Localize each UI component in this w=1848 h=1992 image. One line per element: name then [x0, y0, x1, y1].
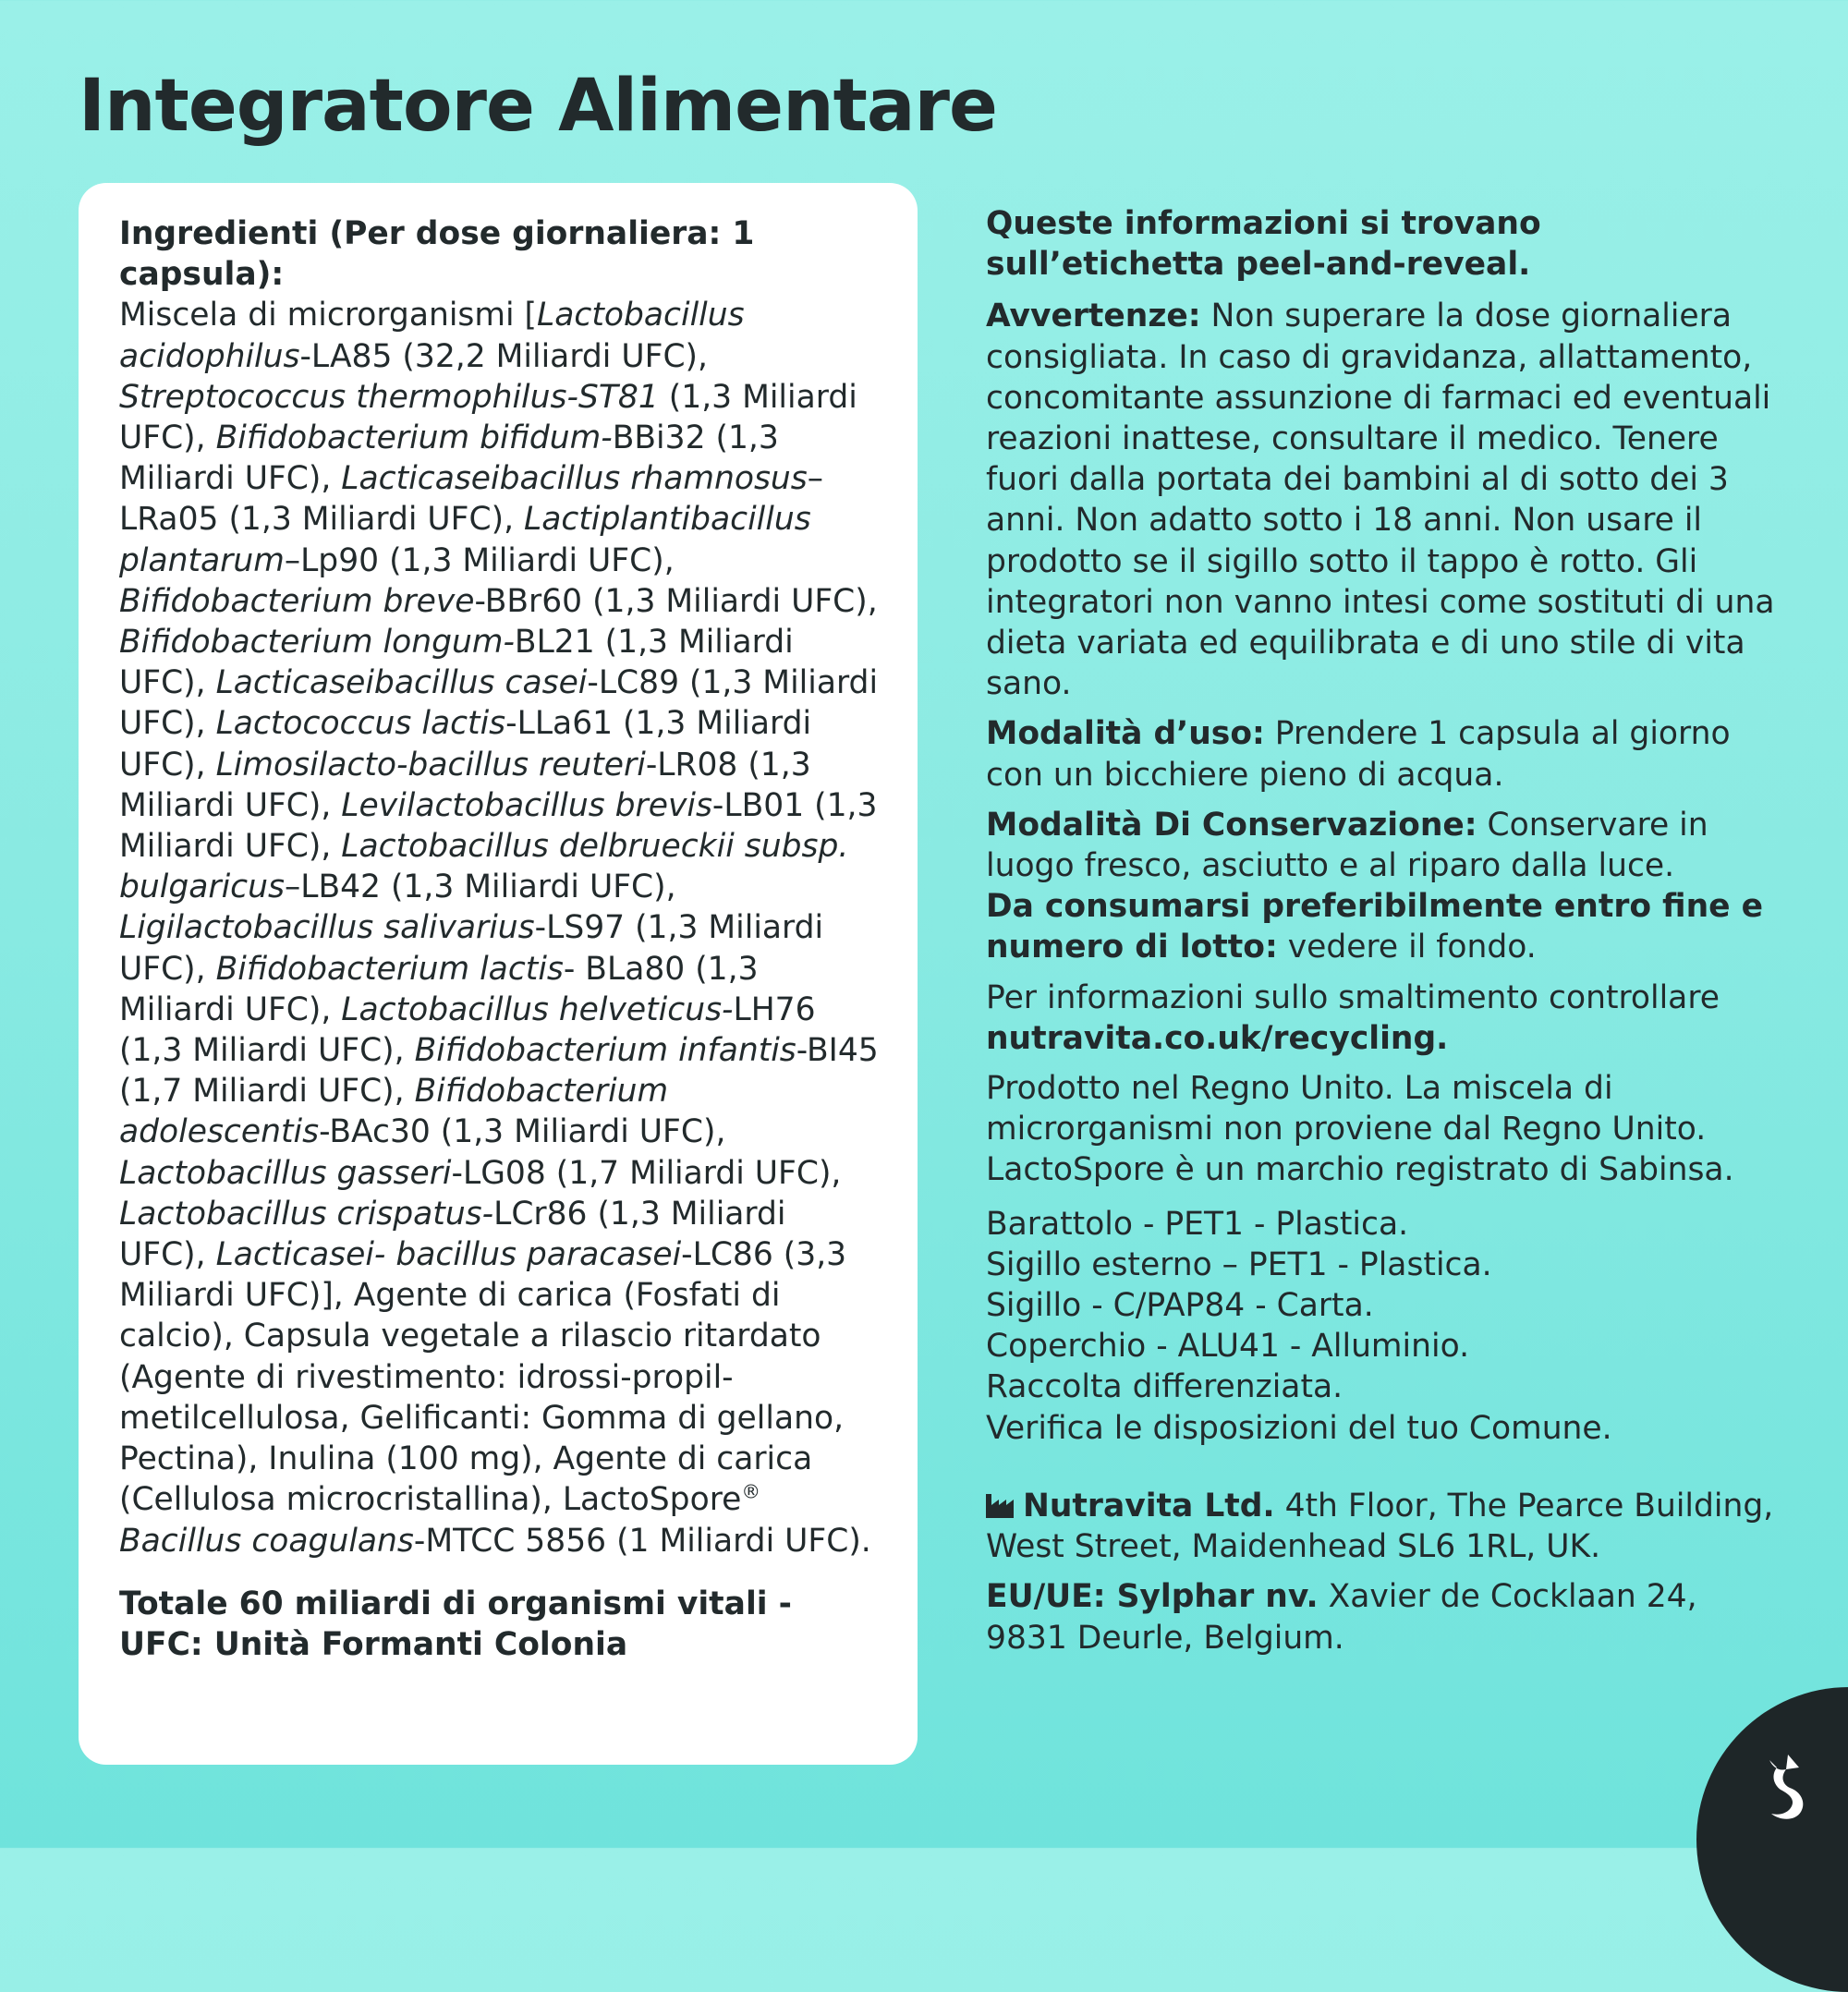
strain-species: Lactobacillus acidophilus [119, 297, 745, 375]
strain-species: Bifidobacterium breve [119, 582, 475, 620]
usage-paragraph [986, 713, 1781, 795]
origin-paragraph: Prodotto nel Regno Unito. La miscela di microrganismi non proviene dal Regno Unito. LactoSpore è un marchio registrato di Sabinsa. [986, 1070, 1734, 1189]
total-statement [119, 1584, 882, 1665]
strain-species: Bifidobacterium lactis [215, 950, 564, 988]
strain-code-amount: –LB42 (1,3 Miliardi UFC), [284, 868, 676, 906]
strain-code-amount: -LR08 (1,3 Miliardi UFC), [119, 746, 811, 824]
brand-swirl-logo-icon [1760, 1751, 1816, 1823]
strain-code-amount: –LRa05 (1,3 Miliardi UFC), [119, 460, 824, 539]
strain-species: Bifidobacterium longum- [119, 624, 515, 662]
strain-code-amount: LH76 (1,3 Miliardi UFC), [119, 990, 816, 1070]
strain-code-amount: –Lp90 (1,3 Miliardi UFC), [284, 541, 675, 579]
recycling-link[interactable]: nutravita.co.uk/recycling. [986, 1019, 1449, 1057]
strain-code-amount: -LS97 (1,3 Miliardi UFC), [119, 909, 824, 988]
manufacturer-name: Nutravita Ltd. [1023, 1487, 1275, 1524]
disposal-paragraph [986, 978, 1781, 1059]
strain-species: Lactobacillus gasseri [119, 1154, 452, 1192]
eu-representative-label: EU/UE: Sylphar nv. [986, 1578, 1319, 1616]
eu-representative-paragraph [986, 1576, 1781, 1658]
strain-code-amount: -LLa61 (1,3 Miliardi UFC), [119, 705, 812, 783]
packaging-item: Raccolta differenziata. [986, 1368, 1343, 1406]
peel-and-reveal-note: Queste informazioni si trovano sull’etichetta peel-and-reveal. [986, 205, 1541, 284]
strain-code-amount: (1,3 Miliardi UFC), [119, 378, 857, 457]
strain-species: Streptococcus thermophilus-ST81 [119, 378, 659, 416]
strain-species: Lacticasei- bacillus paracasei [215, 1236, 682, 1274]
storage-text: Conservare in luogo fresco, asciutto e al riparo dalla luce. [986, 806, 1708, 885]
warnings-paragraph [986, 296, 1781, 704]
strain-code-amount: -BBr60 (1,3 Miliardi UFC), [474, 582, 878, 620]
registered-mark: ® [741, 1480, 761, 1503]
packaging-item: Sigillo esterno – PET1 - Plastica. [986, 1245, 1492, 1283]
strain-code-amount: -LC89 (1,3 Miliardi UFC), [119, 664, 879, 743]
strain-entry [119, 1155, 841, 1192]
strain-code-amount: -LA85 (32,2 Miliardi UFC), [299, 337, 708, 375]
bacillus-tail: -MTCC 5856 (1 Miliardi UFC). [413, 1522, 871, 1560]
strain-code-amount: -BAc30 (1,3 Miliardi UFC), [319, 1113, 726, 1151]
packaging-item: Sigillo - C/PAP84 - Carta. [986, 1287, 1374, 1325]
storage-paragraph [986, 805, 1781, 968]
strain-species: Ligilactobacillus salivarius [119, 909, 535, 947]
total-line-2: UFC: Unità Formanti Colonia [119, 1625, 628, 1663]
strain-code-amount: -BI45 (1,7 Miliardi UFC), [119, 1032, 879, 1111]
strain-species: Lactobacillus helveticus- [341, 990, 734, 1028]
expiry-text: vedere il fondo. [1277, 929, 1537, 966]
strain-species: Lacticaseibacillus casei [215, 664, 588, 702]
strain-species: Lactiplantibacillus plantarum [119, 501, 811, 579]
bacillus-name: Bacillus coagulans [119, 1522, 414, 1560]
usage-label: Modalità d’uso: [986, 715, 1265, 753]
strain-species: Bifidobacterium adolescentis [119, 1073, 669, 1151]
usage-text: Prendere 1 capsula al giorno con un bicchiere pieno di acqua. [986, 715, 1731, 794]
expiry-label: Da consumarsi preferibilmente entro fine e numero di lotto: [986, 888, 1763, 966]
packaging-list [986, 1204, 1781, 1449]
disposal-text: Per informazioni sullo smaltimento controllare [986, 978, 1720, 1016]
ingredients-panel [79, 183, 918, 1765]
strain-code-amount: BBi32 (1,3 Miliardi UFC), [119, 419, 779, 498]
ingredients-text [119, 213, 882, 1561]
ingredients-after-strains: , Agente di carica (Fosfati di calcio), Capsula vegetale a rilascio ritardato (Agente di rivestimento: idrossi-propil- metilcellulosa, Gelificanti: Gomma di gellano, Pectina), Inulina (100 mg), Agente di carica (Cellulosa microcristallina), LactoSpore [119, 1277, 845, 1519]
warnings-label: Avvertenze: [986, 298, 1201, 335]
ingredients-intro: Miscela di microrganismi [ [119, 297, 538, 334]
packaging-item: Verifica le disposizioni del tuo Comune. [986, 1409, 1612, 1447]
strain-species: Lacticaseibacillus rhamnosus [341, 460, 808, 498]
strain-code-amount: BL21 (1,3 Miliardi UFC), [119, 624, 794, 702]
ingredients-heading: Ingredienti (Per dose giornaliera: 1 capsula): [119, 215, 755, 294]
warnings-text: Non superare la dose giornaliera consigliata. In caso di gravidanza, allattamento, concomitante assunzione di farmaci ed eventuali reazioni inattese, consultare il medico. Tenere fuori dalla portata dei bambini al di sotto dei 3 anni. Non adatto sotto i 18 anni. Non usare il prodotto se il sigillo sotto il tappo è rotto. Gli integratori non vanno intesi come sostituti di una dieta variata ed equilibrata e di uno stile di vita sano. [986, 298, 1775, 703]
strain-code-amount: -LB01 (1,3 Miliardi UFC), [119, 786, 878, 866]
strain-species: Lactobacillus crispatus- [119, 1195, 494, 1233]
page-title: Integratore Alimentare [79, 65, 997, 148]
strain-code-amount: - BLa80 (1,3 Miliardi UFC), [119, 950, 759, 1028]
strain-code-amount: -LC86 (3,3 Miliardi UFC)] [119, 1236, 847, 1315]
storage-label: Modalità Di Conservazione: [986, 806, 1477, 844]
factory-icon [986, 1492, 1014, 1518]
strain-code-amount: -LG08 (1,7 Miliardi UFC), [451, 1154, 842, 1192]
strain-entry [119, 583, 878, 620]
strain-species: Lactococcus lactis [215, 705, 506, 743]
information-column [986, 203, 1781, 1668]
manufacturer-address: 4th Floor, The Pearce Building, West Street, Maidenhead SL6 1RL, UK. [986, 1487, 1774, 1566]
strain-species: Bifidobacterium infantis [414, 1032, 796, 1070]
packaging-item: Barattolo - PET1 - Plastica. [986, 1205, 1409, 1243]
strain-species: Lactobacillus delbrueckii subsp. bulgaricus [119, 828, 849, 906]
strain-code-amount: LCr86 (1,3 Miliardi UFC), [119, 1195, 786, 1274]
manufacturer-paragraph [986, 1486, 1781, 1567]
brand-badge [1696, 1687, 1848, 1992]
packaging-item: Coperchio - ALU41 - Alluminio. [986, 1328, 1470, 1366]
strain-species: Levilactobacillus brevis [341, 786, 712, 824]
strain-species: Limosilacto-bacillus reuteri [215, 746, 646, 783]
total-line-1: Totale 60 miliardi di organismi vitali - [119, 1585, 792, 1622]
strain-species: Bifidobacterium bifidum- [215, 419, 613, 457]
strain-list [119, 297, 879, 1314]
eu-representative-address: Xavier de Cocklaan 24, 9831 Deurle, Belgium. [986, 1578, 1697, 1657]
